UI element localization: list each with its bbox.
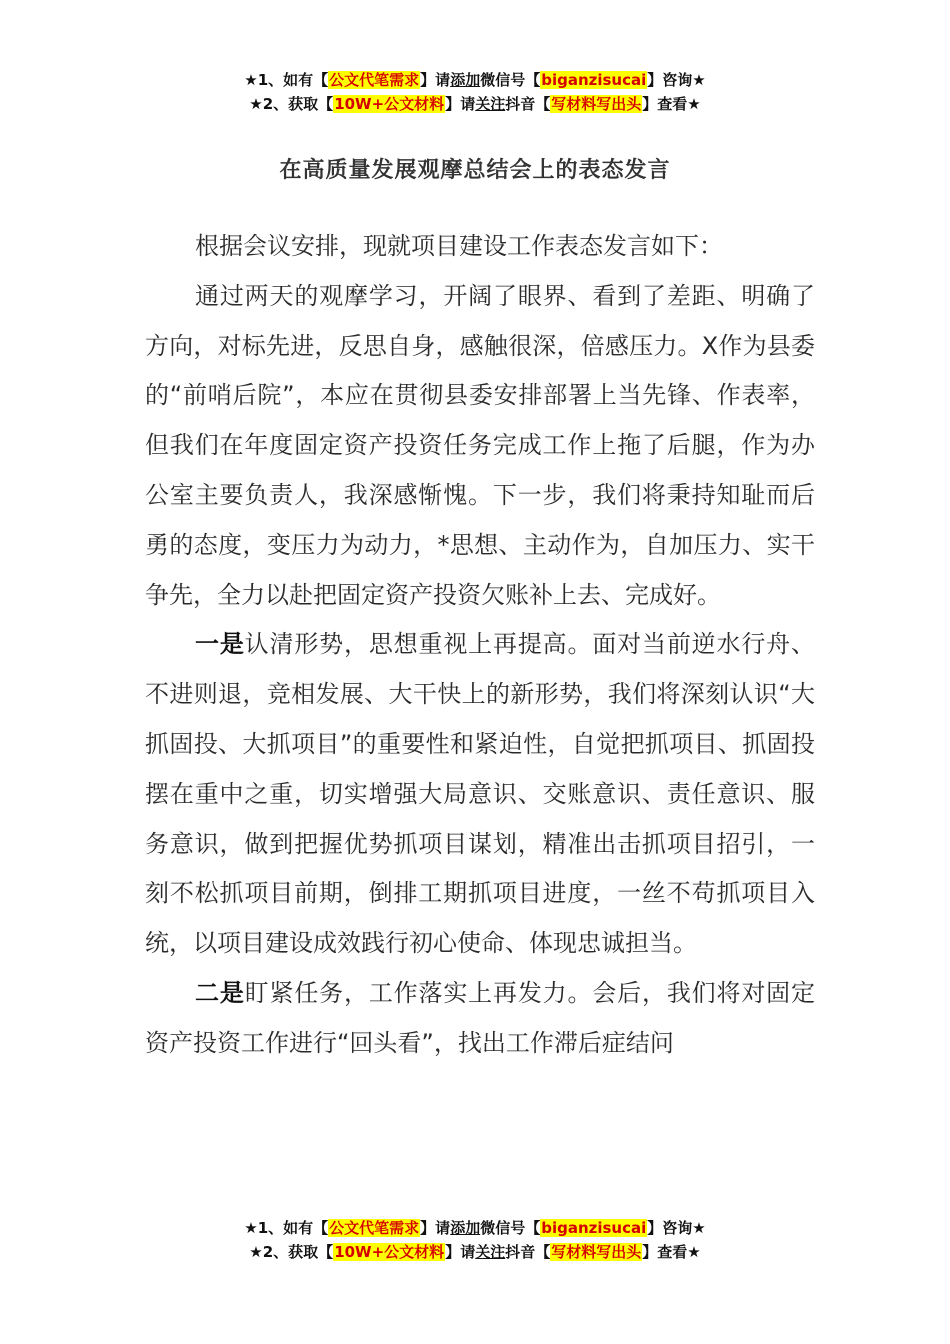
notice-text: 】查看★ xyxy=(642,95,701,113)
paragraph-point-one xyxy=(145,620,815,969)
paragraph-text: 通过两天的观摩学习，开阔了眼界、看到了差距、明确了方向，对标先进，反思自身，感触很深，倍感压力。X作为县委的“前哨后院”，本应在贯彻县委安排部署上当先锋、作表率，但我们在年度固定资产投资任务完成工作上拖了后腿，作为办公室主要负责人，我深感惭愧。下一步，我们将秉持知耻而后勇的态度，变压力为动力，*思想、主动作为，自加压力、实干争先，全力以赴把固定资产投资欠账补上去、完成好。 xyxy=(145,281,815,609)
notice-highlight: 写材料写出头 xyxy=(551,95,642,113)
notice-text: ★1、如有【 xyxy=(244,71,329,89)
paragraph-lead: 二是 xyxy=(195,978,245,1007)
notice-line-1 xyxy=(0,68,950,92)
notice-text: 抖音【 xyxy=(505,95,551,113)
notice-highlight: 写材料写出头 xyxy=(551,1243,642,1261)
notice-highlight: biganzisucai xyxy=(541,71,647,89)
notice-text: ★1、如有【 xyxy=(244,1219,329,1237)
notice-line-2 xyxy=(0,92,950,116)
notice-highlight: 10W+公文材料 xyxy=(334,95,445,113)
notice-highlight: 10W+公文材料 xyxy=(334,1243,445,1261)
notice-text: ★2、获取【 xyxy=(249,95,334,113)
notice-highlight: 公文代笔需求 xyxy=(329,1219,420,1237)
footer-notice xyxy=(0,1216,950,1264)
header-notice xyxy=(0,68,950,116)
notice-text: 】咨询★ xyxy=(647,1219,706,1237)
notice-text: ★2、获取【 xyxy=(249,1243,334,1261)
document-body xyxy=(145,222,815,1069)
notice-text: 】请 xyxy=(420,1219,451,1237)
paragraph-text: 盯紧任务，工作落实上再发力。会后，我们将对固定资产投资工作进行“回头看”，找出工作滞后症结问 xyxy=(145,978,816,1057)
notice-text: 】请 xyxy=(420,71,451,89)
notice-text: 微信号【 xyxy=(480,71,541,89)
notice-underlined: 添加 xyxy=(450,1219,481,1237)
notice-underlined: 关注 xyxy=(475,1243,506,1261)
paragraph-text: 认清形势，思想重视上再提高。面对当前逆水行舟、不进则退，竞相发展、大干快上的新形势，我们将深刻认识“大抓固投、大抓项目”的重要性和紧迫性，自觉把抓项目、抓固投摆在重中之重，切实增强大局意识、交账意识、责任意识、服务意识，做到把握优势抓项目谋划，精准出击抓项目招引，一刻不松抓项目前期，倒排工期抓项目进度，一丝不苟抓项目入统，以项目建设成效践行初心使命、体现忠诚担当。 xyxy=(145,630,816,958)
notice-line-1 xyxy=(0,1216,950,1240)
paragraph-reflection xyxy=(145,272,815,621)
notice-highlight: biganzisucai xyxy=(541,1219,647,1237)
paragraph-lead: 一是 xyxy=(195,630,245,659)
notice-underlined: 关注 xyxy=(475,95,506,113)
document-title: 在高质量发展观摩总结会上的表态发言 xyxy=(279,158,671,183)
notice-text: 】咨询★ xyxy=(647,71,706,89)
notice-text: 抖音【 xyxy=(505,1243,551,1261)
paragraph-text: 根据会议安排，现就项目建设工作表态发言如下： xyxy=(195,232,723,260)
notice-line-2 xyxy=(0,1240,950,1264)
notice-text: 微信号【 xyxy=(480,1219,541,1237)
paragraph-point-two xyxy=(145,969,815,1069)
paragraph-intro xyxy=(145,222,815,272)
notice-text: 】请 xyxy=(445,95,476,113)
notice-underlined: 添加 xyxy=(450,71,481,89)
notice-text: 】查看★ xyxy=(642,1243,701,1261)
notice-highlight: 公文代笔需求 xyxy=(329,71,420,89)
notice-text: 】请 xyxy=(445,1243,476,1261)
